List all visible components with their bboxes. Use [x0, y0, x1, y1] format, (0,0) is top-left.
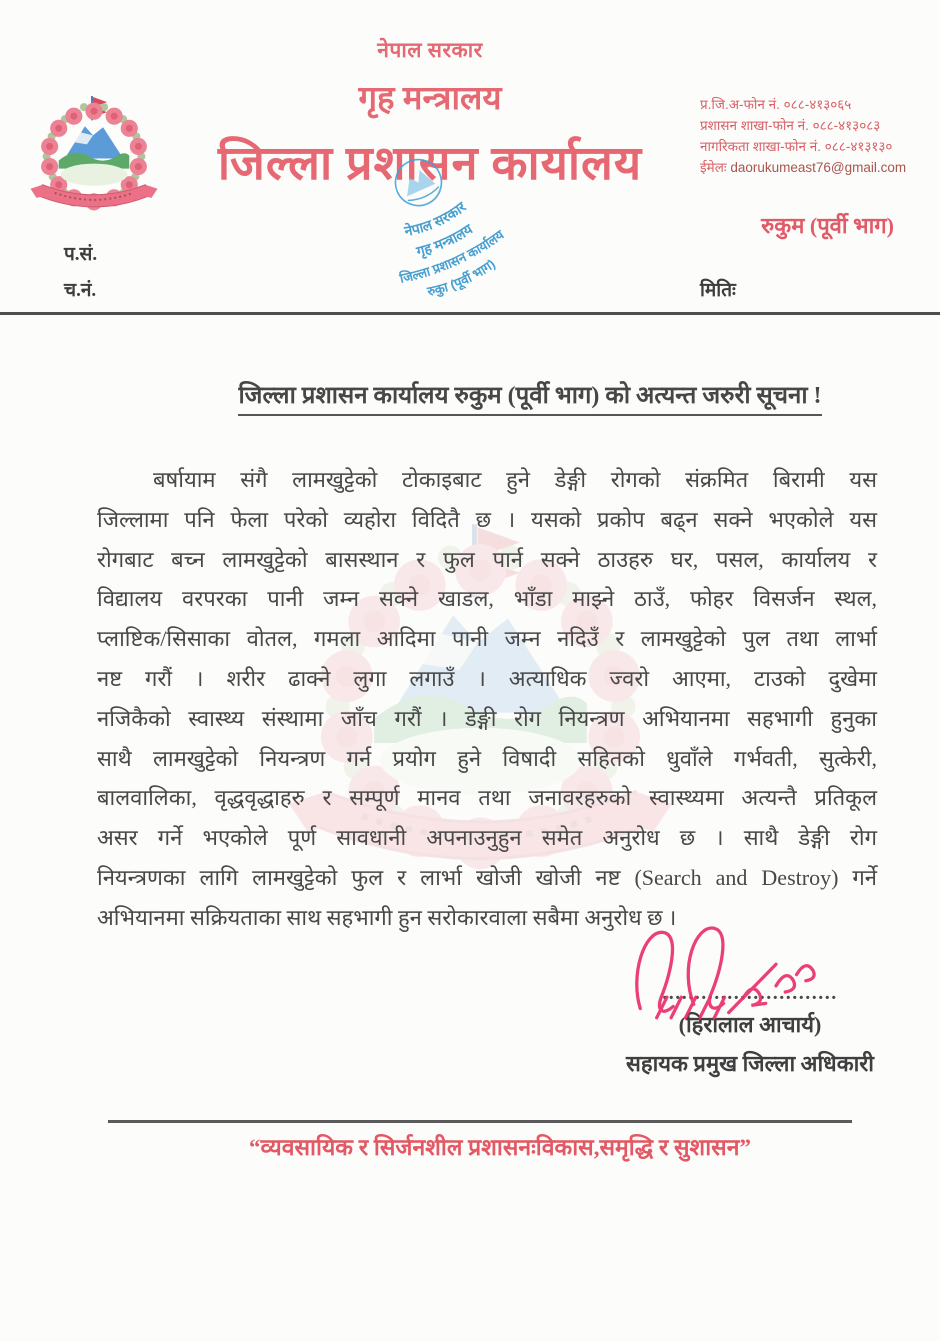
- header-divider: [0, 312, 940, 315]
- dispatch-no-label: च.नं.: [64, 280, 97, 301]
- handwritten-signature: [620, 918, 860, 1026]
- body-line: बालवालिका, वृद्धवृद्धाहरु र सम्पूर्ण मानव तथा जनावरहरुको स्वास्थ्यमा अत्यन्तै प्रतिकूल: [97, 785, 877, 811]
- district-name: रुकुम (पूर्वी भाग): [761, 213, 894, 238]
- stamp-text-ministry: गृह मन्त्रालय: [414, 220, 476, 260]
- notice-title: जिल्ला प्रशासन कार्यालय रुकुम (पूर्वी भाग) को अत्यन्त जरुरी सूचना !: [110, 378, 940, 411]
- ministry-name: गृह मन्त्रालय: [358, 81, 502, 117]
- stamp-text-office: जिल्ला प्रशासन कार्यालय: [398, 226, 507, 286]
- body-line: नजिकैको स्वास्थ्य संस्थामा जाँच गरौं । डेङ्गी रोग नियन्त्रण अभियानमा सहभागी हुनुका: [97, 705, 877, 731]
- phone-line-2: प्रशासन शाखा-फोन नं. ०८८-४१३०८३: [700, 118, 881, 133]
- email-label: ईमेलः: [700, 160, 731, 175]
- body-line: प्लाष्टिक/सिसाका वोतल, गमला आदिमा पानी जम्न नदिउँ र लामखुट्टेको पुल तथा लार्भा: [97, 626, 877, 652]
- body-line: नियन्त्रणका लागि लामखुट्टेको फुल र लार्भा खोजी खोजी नष्ट (Search and Destroy) गर्ने: [97, 864, 877, 890]
- body-line: विद्यालय वरपरका पानी जम्न सक्ने खाडल, भाँडा माझ्ने ठाउँ, फोहर विसर्जन स्थल,: [97, 586, 877, 612]
- email-address: daorukumeast76@gmail.com: [730, 160, 907, 175]
- footer-slogan: “व्यवसायिक र सिर्जनशील प्रशासनःविकास,समृद्धि र सुशासन”: [249, 1135, 751, 1160]
- signatory-name: (हिरालाल आचार्य): [678, 1012, 822, 1037]
- body-line: रोगबाट बच्न लामखुट्टेको बासस्थान र फुल पार्न सक्ने ठाउहरु घर, पसल, कार्यालय र: [97, 546, 877, 572]
- stamp-text-government: नेपाल सरकार: [403, 198, 469, 240]
- body-line: अभियानमा सक्रियताका साथ सहभागी हुन सरोकारवाला सबैमा अनुरोध छ ।: [97, 904, 677, 930]
- body-line: नष्ट गरौं । शरीर ढाक्ने लुगा लगाउँ । अत्याधिक ज्वरो आएमा, टाउको दुखेमा: [97, 665, 877, 691]
- body-line: बर्षायाम संगै लामखुट्टेको टोकाइबाट हुने डेङ्गी रोगको संक्रमित बिरामी यस: [153, 467, 877, 492]
- signatory-designation: सहायक प्रमुख जिल्ला अधिकारी: [626, 1051, 874, 1076]
- stamp-text-district: रुकुा (पूर्वी भाग): [425, 256, 498, 299]
- signature-dotted-line: ...........................: [662, 982, 838, 1004]
- date-label: मितिः: [700, 280, 736, 301]
- office-stamp: [340, 146, 540, 316]
- email-line: [700, 157, 932, 178]
- phone-line-1: प्र.जि.अ-फोन नं. ०८८-४१३०६५: [700, 97, 852, 112]
- footer-divider: [108, 1120, 852, 1123]
- contact-info: [700, 94, 932, 178]
- signature-block: [585, 920, 915, 1078]
- body-line: साथै लामखुट्टेको नियन्त्रण गर्न प्रयोग हुने विषादी सहितको धुवाँले गर्भवती, सुत्केरी,: [97, 745, 877, 771]
- government-name: नेपाल सरकार: [377, 38, 483, 62]
- notice-body: [97, 460, 877, 938]
- office-name: जिल्ला प्रशासन कार्यालय: [217, 138, 643, 190]
- body-line: जिल्लामा पनि फेला परेको व्यहोरा विदितै छ । यसको प्रकोप बढ्न सक्ने भएकोले यस: [97, 506, 877, 532]
- body-line: असर गर्ने भएकोले पूर्ण सावधानी अपनाउनुहुन समेत अनुरोध छ । साथै डेङ्गी रोग: [97, 825, 877, 851]
- phone-line-3: नागरिकता शाखा-फोन नं. ०८८-४१३१३०: [700, 139, 893, 154]
- ref-no-label: प.सं.: [64, 244, 98, 265]
